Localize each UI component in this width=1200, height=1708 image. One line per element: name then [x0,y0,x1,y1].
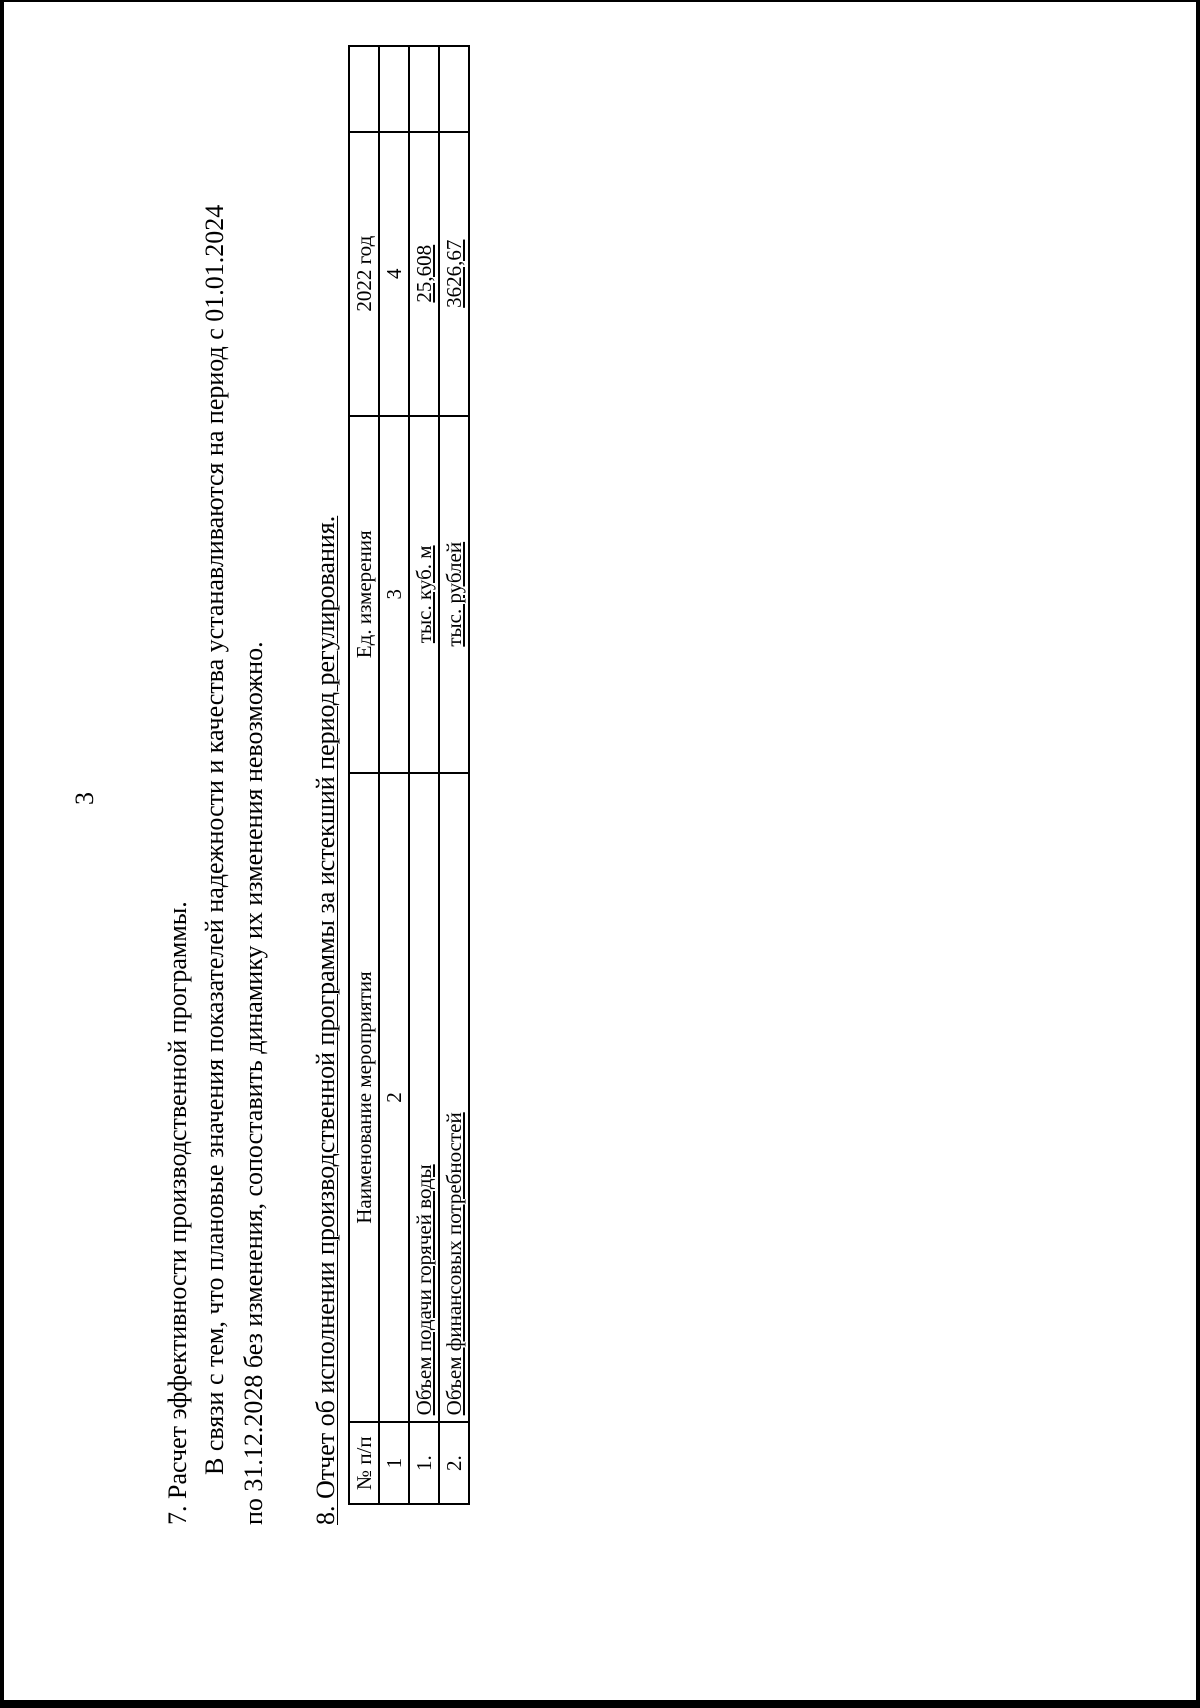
section-7-paragraph-line-1: В связи с тем, что плановые значения показателей надежности и качества устанавливаются на период с 01.01.2024 [200,204,229,1475]
header-empty [349,46,379,132]
row-unit-cell: тыс. рублей [439,416,469,773]
table-row [409,46,439,1504]
table-row [439,46,469,1504]
header-unit: Ед. измерения [349,416,379,773]
table-column-numbers-row [379,46,409,1504]
section-7-paragraph-line-2: по 31.12.2028 без изменения, сопоставить динамику их изменения невозможно. [239,641,268,1525]
section-7-title: 7. Расчет эффективности производственной программы. [163,901,192,1525]
row-number-cell: 1. [409,1422,439,1504]
column-number-cell: 2 [379,773,409,1423]
scan-edge-bottom [0,1700,1200,1708]
header-activity-name: Наименование мероприятия [349,773,379,1423]
column-number-cell: 1 [379,1422,409,1504]
header-number: № п/п [349,1422,379,1504]
scan-edge-left [0,0,4,1708]
page-number: 3 [70,792,99,805]
row-unit-cell: тыс. куб. м [409,416,439,773]
scan-edge-right [1196,0,1200,1708]
row-empty-cell [409,46,439,132]
column-number-cell: 3 [379,416,409,773]
table-header-row [349,46,379,1504]
section-8-title: 8. Отчет об исполнении производственной программы за истекший период регулирования. [311,515,340,1525]
row-number-cell: 2. [439,1422,469,1504]
header-year: 2022 год [349,132,379,416]
row-value-cell: 3626,67 [439,132,469,416]
column-number-cell: 4 [379,132,409,416]
row-value-cell: 25,608 [409,132,439,416]
report-table [348,45,470,1505]
row-name-cell: Объем подачи горячей воды [409,773,439,1423]
scan-edge-top [0,0,1200,2]
rotated-page-content [70,25,1130,1525]
row-name-cell: Объем финансовых потребностей [439,773,469,1423]
column-number-cell [379,46,409,132]
row-empty-cell [439,46,469,132]
